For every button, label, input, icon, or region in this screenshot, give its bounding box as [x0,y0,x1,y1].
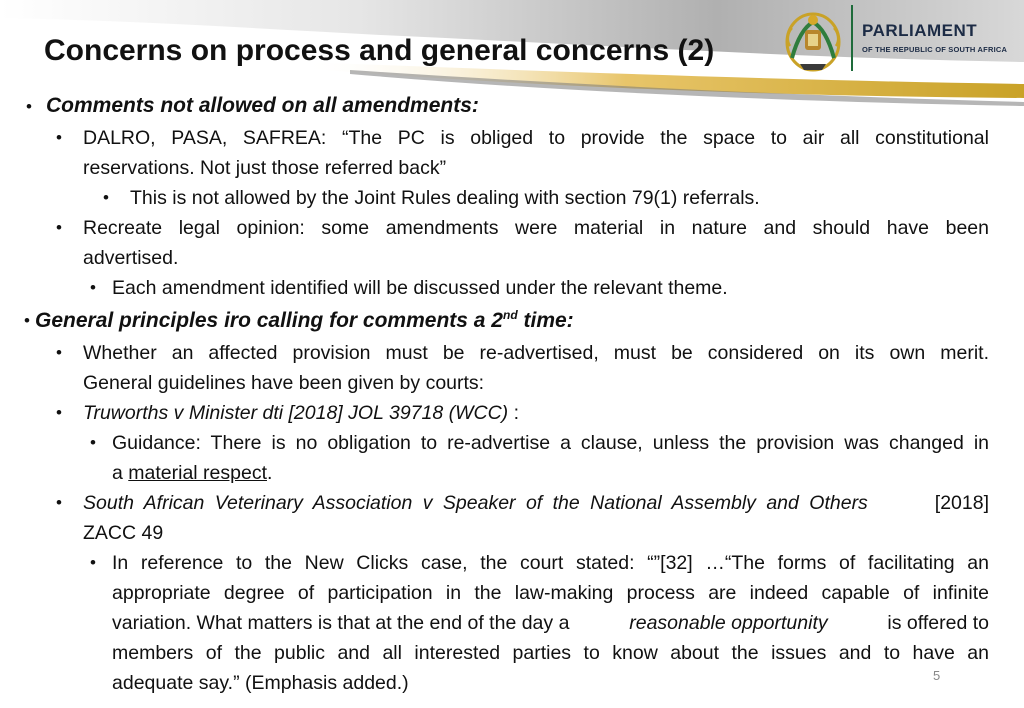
new-clicks-line3-pre: variation. What matters is that at the end of the day a [112,612,575,634]
guidance-line2-pre: a [112,462,129,484]
logo-divider [851,5,853,71]
bullet-new-clicks-line3 [112,608,989,638]
bullet-marker: • [26,97,32,116]
bullet-new-clicks-line2: appropriate degree of participation in the law-making process are indeed capable of infinite [112,582,989,604]
case-citation-truworths-tail: : [508,402,520,424]
bullet-whether-line2: General guidelines have been given by courts: [83,372,485,394]
material-respect-text: material respect [128,462,267,484]
bullet-sava-line2: ZACC 49 [83,522,164,544]
heading-general-principles-text: General principles iro calling for comments a 2 [35,309,503,332]
bullet-new-clicks-line1: In reference to the New Clicks case, the court stated: “”[32] …“The forms of facilitating an [112,552,989,574]
bullet-sava-line1 [83,488,989,518]
guidance-line2-post: . [266,462,273,484]
bullet-dalro-line2: reservations. Not just those referred back” [83,157,447,179]
bullet-whether-line1: Whether an affected provision must be re-advertised, must be considered on its own merit. [83,342,989,364]
bullet-marker: • [56,493,62,512]
bullet-marker: • [56,128,62,147]
logo-word: PARLIAMENT [862,21,978,40]
bullet-marker: • [103,188,109,207]
case-citation-sava: South African Veterinary Association v Speaker of the National Assembly and Others [83,492,868,514]
bullet-marker: • [24,311,30,330]
bullet-legal-opinion-line2: advertised. [83,247,179,269]
slide-title: Concerns on process and general concerns (2) [44,34,715,67]
logo-subtitle: OF THE REPUBLIC OF SOUTH AFRICA [862,45,1008,54]
case-citation-sava-tail: [2018] [934,492,989,514]
bullet-new-clicks-line4: members of the public and all interested parties to know about the issues and to have an [112,642,989,664]
bullet-marker: • [90,553,96,572]
bullet-marker: • [56,343,62,362]
reasonable-opportunity-text: reasonable opportunity [629,612,828,634]
bullet-guidance-line2 [112,458,272,488]
new-clicks-line3-post: is offered to [882,612,989,634]
ordinal-suffix: nd [502,308,518,322]
bullet-joint-rules: This is not allowed by the Joint Rules dealing with section 79(1) referrals. [130,187,760,209]
heading-general-principles [35,306,574,336]
coat-of-arms-icon [778,6,848,76]
heading-general-principles-tail: time: [517,309,574,332]
bullet-each-amendment: Each amendment identified will be discussed under the relevant theme. [112,277,728,299]
heading-comments: Comments not allowed on all amendments: [46,94,479,117]
bullet-new-clicks-line5: adequate say.” (Emphasis added.) [112,672,409,694]
bullet-guidance-line1: Guidance: There is no obligation to re-advertise a clause, unless the provision was changed in [112,432,989,454]
case-citation-truworths: Truworths v Minister dti [2018] JOL 39718 (WCC) [83,402,509,424]
page-number: 5 [933,668,941,683]
bullet-marker: • [56,403,62,422]
bullet-marker: • [90,433,96,452]
bullet-marker: • [56,218,62,237]
parliament-logo [778,6,1018,76]
bullet-marker: • [90,278,96,297]
bullet-dalro-line1: DALRO, PASA, SAFREA: “The PC is obliged to provide the space to air all constitutional [83,127,989,149]
bullet-truworths [83,398,519,428]
bullet-legal-opinion-line1: Recreate legal opinion: some amendments were material in nature and should have been [83,217,989,239]
